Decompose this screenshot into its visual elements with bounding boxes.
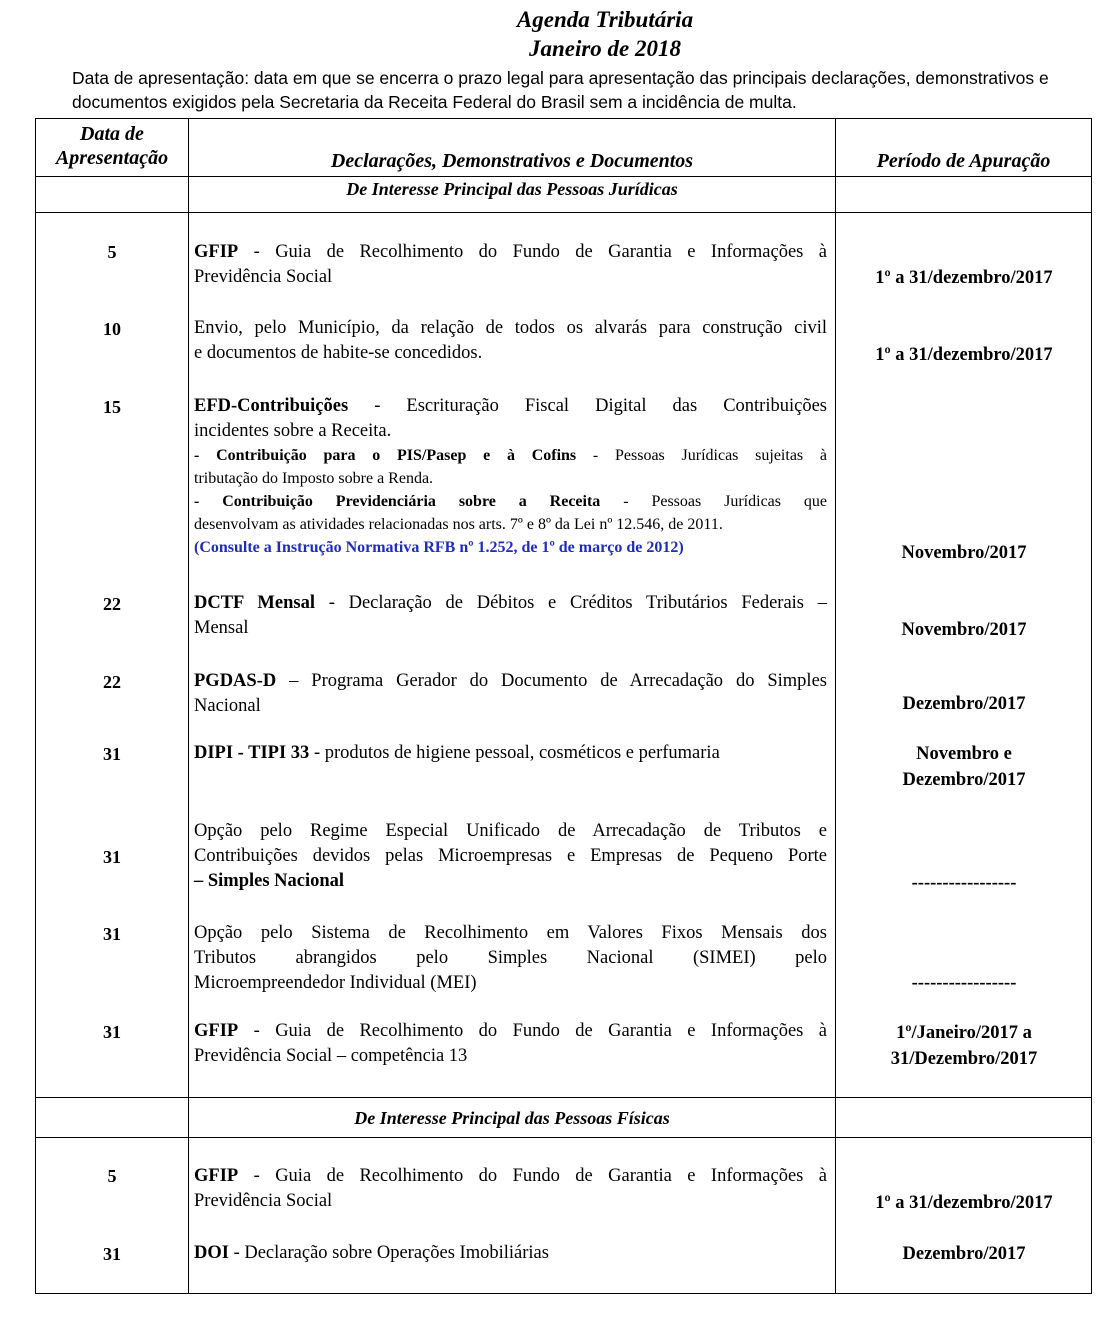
row-date: 15	[103, 397, 121, 417]
instruction-link[interactable]: (Consulte a Instrução Normativa RFB nº 1.252, de 1º de março de 2012)	[194, 539, 684, 556]
desc-line: incidentes sobre a Receita.	[194, 421, 392, 441]
row-description	[194, 1019, 827, 1069]
row-date: 22	[103, 594, 121, 614]
row-date: 31	[103, 924, 121, 944]
header-date-line2: Apresentação	[55, 147, 169, 169]
section-title-juridicas: De Interesse Principal das Pessoas Jurídicas	[346, 179, 678, 199]
row-date: 31	[103, 744, 121, 764]
header-date-line1: Data de	[80, 123, 144, 145]
desc-bold: - Contribuição para o PIS/Pasep e à Cofins	[194, 447, 577, 464]
desc-line: - Escrituração Fiscal Digital das Contribuições	[348, 396, 827, 416]
header-period: Período de Apuração	[876, 150, 1051, 172]
row-description	[194, 741, 827, 766]
row-date: 5	[107, 242, 117, 262]
column-divider-1	[188, 118, 189, 1097]
desc-line: Opção pelo Sistema de Recolhimento em Valores Fixos Mensais dos	[194, 923, 827, 943]
row-period: Dezembro/2017	[902, 1244, 1026, 1264]
desc-line: - Pessoas Jurídicas que	[600, 493, 828, 510]
desc-line: tributação do Imposto sobre a Renda.	[194, 470, 434, 487]
desc-bold: PGDAS-D	[194, 671, 277, 691]
desc-bold: GFIP	[194, 1021, 239, 1041]
desc-bold: EFD-Contribuições	[194, 396, 349, 416]
desc-line: - Pessoas Jurídicas sujeitas à	[576, 447, 828, 464]
section-divider-juridicas	[35, 212, 1092, 213]
desc-line: - Declaração de Débitos e Créditos Tributários Federais –	[314, 593, 827, 613]
desc-line: Microempreendedor Individual (MEI)	[194, 973, 477, 993]
desc-line: - Declaração sobre Operações Imobiliárias	[228, 1243, 549, 1263]
desc-line: e documentos de habite-se concedidos.	[194, 343, 483, 363]
table-border-top	[35, 118, 1092, 119]
desc-bold: GFIP	[194, 1166, 239, 1186]
header-date	[36, 122, 188, 170]
page-title: Agenda Tributária	[516, 7, 694, 32]
row-period: Dezembro/2017	[902, 694, 1026, 714]
row-period: -----------------	[911, 973, 1017, 993]
section-title-fisicas: De Interesse Principal das Pessoas Físicas	[354, 1108, 670, 1128]
intro-line-2: documentos exigidos pela Secretaria da Receita Federal do Brasil sem a incidência de multa.	[72, 92, 797, 112]
desc-line: - Guia de Recolhimento do Fundo de Garantia e Informações à	[238, 242, 827, 262]
desc-line: Opção pelo Regime Especial Unificado de Arrecadação de Tributos e	[194, 821, 827, 841]
desc-bold: - Contribuição Previdenciária sobre a Receita	[194, 493, 601, 510]
row-period	[836, 741, 1092, 793]
desc-bold: DOI	[194, 1243, 229, 1263]
row-date: 31	[103, 1022, 121, 1042]
period-line: 31/Dezembro/2017	[890, 1049, 1038, 1069]
desc-line: - produtos de higiene pessoal, cosméticos e perfumaria	[309, 743, 720, 763]
desc-bold: – Simples Nacional	[194, 871, 345, 891]
row-description	[194, 819, 827, 894]
row-period: Novembro/2017	[901, 620, 1027, 640]
row-date: 22	[103, 672, 121, 692]
desc-line: Nacional	[194, 696, 261, 716]
desc-bold: GFIP	[194, 242, 239, 262]
period-line: 1º/Janeiro/2017 a	[896, 1023, 1032, 1043]
row-description	[194, 669, 827, 719]
desc-bold: DIPI - TIPI 33	[194, 743, 310, 763]
row-description	[194, 1241, 827, 1266]
desc-line: – Programa Gerador do Documento de Arrecadação do Simples	[276, 671, 827, 691]
row-description	[194, 240, 827, 290]
desc-line: - Guia de Recolhimento do Fundo de Garantia e Informações à	[238, 1166, 827, 1186]
desc-bold: DCTF Mensal	[194, 593, 315, 613]
intro-line-1: Data de apresentação: data em que se encerra o prazo legal para apresentação das principais declarações, demonstrativos e	[72, 68, 1049, 88]
desc-line: Previdência Social – competência 13	[194, 1046, 468, 1066]
desc-line: Previdência Social	[194, 267, 333, 287]
period-line: Novembro e	[916, 744, 1012, 764]
row-period: Novembro/2017	[901, 543, 1027, 563]
row-description	[194, 316, 827, 366]
table-border-bottom	[35, 1293, 1092, 1294]
desc-line: Previdência Social	[194, 1191, 333, 1211]
section-divider-fisicas	[35, 1137, 1092, 1138]
row-period: 1º a 31/dezembro/2017	[875, 1193, 1053, 1213]
row-period	[836, 1020, 1092, 1072]
row-period: 1º a 31/dezembro/2017	[875, 345, 1053, 365]
row-date: 5	[107, 1166, 117, 1186]
row-description	[194, 591, 827, 641]
desc-line: desenvolvam as atividades relacionadas nos arts. 7º e 8º da Lei nº 12.546, de 2011.	[194, 516, 723, 533]
section-end-juridicas	[35, 1097, 1092, 1098]
row-description	[194, 394, 827, 560]
row-period: 1º a 31/dezembro/2017	[875, 268, 1053, 288]
desc-line: Contribuições devidos pelas Microempresas e Empresas de Pequeno Porte	[194, 846, 827, 866]
table-header-divider	[35, 176, 1092, 177]
period-line: Dezembro/2017	[902, 770, 1026, 790]
desc-line: Mensal	[194, 618, 249, 638]
desc-line: - Guia de Recolhimento do Fundo de Garantia e Informações à	[238, 1021, 827, 1041]
row-description	[194, 1164, 827, 1214]
row-period: -----------------	[911, 873, 1017, 893]
row-description	[194, 921, 827, 996]
desc-line: Envio, pelo Município, da relação de todos os alvarás para construção civil	[194, 318, 827, 338]
header-description: Declarações, Demonstrativos e Documentos	[330, 150, 694, 172]
desc-line: Tributos abrangidos pelo Simples Nacional (SIMEI) pelo	[194, 948, 827, 968]
row-date: 31	[103, 1244, 121, 1264]
page-subtitle: Janeiro de 2018	[528, 36, 682, 61]
row-date: 10	[103, 319, 121, 339]
row-date: 31	[103, 847, 121, 867]
